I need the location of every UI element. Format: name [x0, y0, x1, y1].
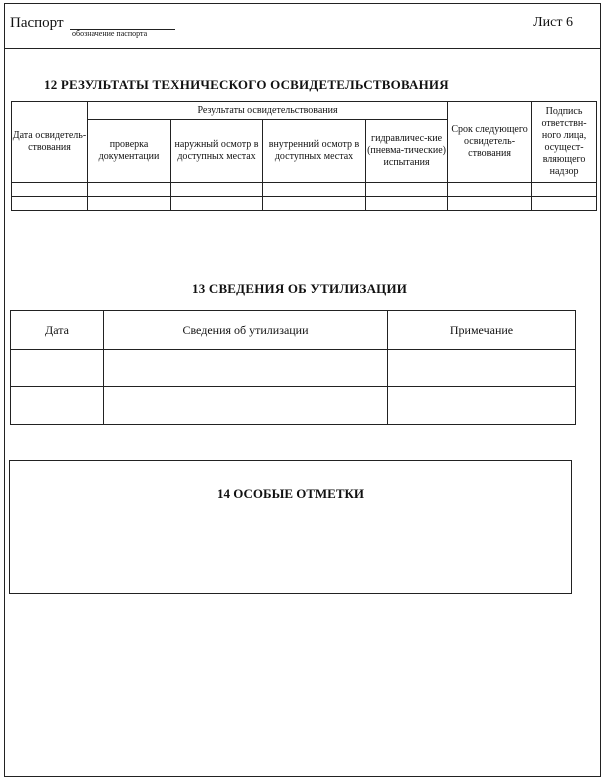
- col-external-inspection: наружный осмотр в доступных местах: [171, 120, 263, 183]
- header-divider: [5, 48, 600, 49]
- col-disposal-date: Дата: [11, 311, 104, 350]
- table-row: [12, 183, 597, 197]
- col-disposal-info: Сведения об утилизации: [104, 311, 388, 350]
- disposal-table: [10, 310, 576, 425]
- col-signature: Подпись ответствн-ного лица, осущест-вляющего надзор: [532, 102, 597, 183]
- table-row: [11, 387, 576, 425]
- col-inspection-date: Дата освидетель-ствования: [12, 102, 88, 183]
- col-hydraulic-test: гидравличес-кие (пневма-тические) испытания: [366, 120, 448, 183]
- col-document-check: проверка документации: [88, 120, 171, 183]
- special-notes-box: [9, 460, 572, 594]
- table-row: [12, 197, 597, 211]
- col-disposal-note: Примечание: [388, 311, 576, 350]
- table-row: [11, 350, 576, 387]
- section-13-title: 13 СВЕДЕНИЯ ОБ УТИЛИЗАЦИИ: [192, 281, 408, 296]
- inspection-results-table: [11, 101, 597, 211]
- section-12-title: 12 РЕЗУЛЬТАТЫ ТЕХНИЧЕСКОГО ОСВИДЕТЕЛЬСТВОВАНИЯ: [44, 77, 449, 92]
- section-14-title: 14 ОСОБЫЕ ОТМЕТКИ: [216, 486, 365, 501]
- col-group-results: Результаты освидетельствования: [88, 102, 448, 120]
- col-next-inspection: Срок следующего освидетель-ствования: [448, 102, 532, 183]
- sheet-number: Лист 6: [533, 15, 573, 30]
- col-internal-inspection: внутренний осмотр в доступных местах: [263, 120, 366, 183]
- passport-title: Паспорт: [10, 15, 64, 31]
- designation-caption: обозначение паспорта: [72, 29, 148, 38]
